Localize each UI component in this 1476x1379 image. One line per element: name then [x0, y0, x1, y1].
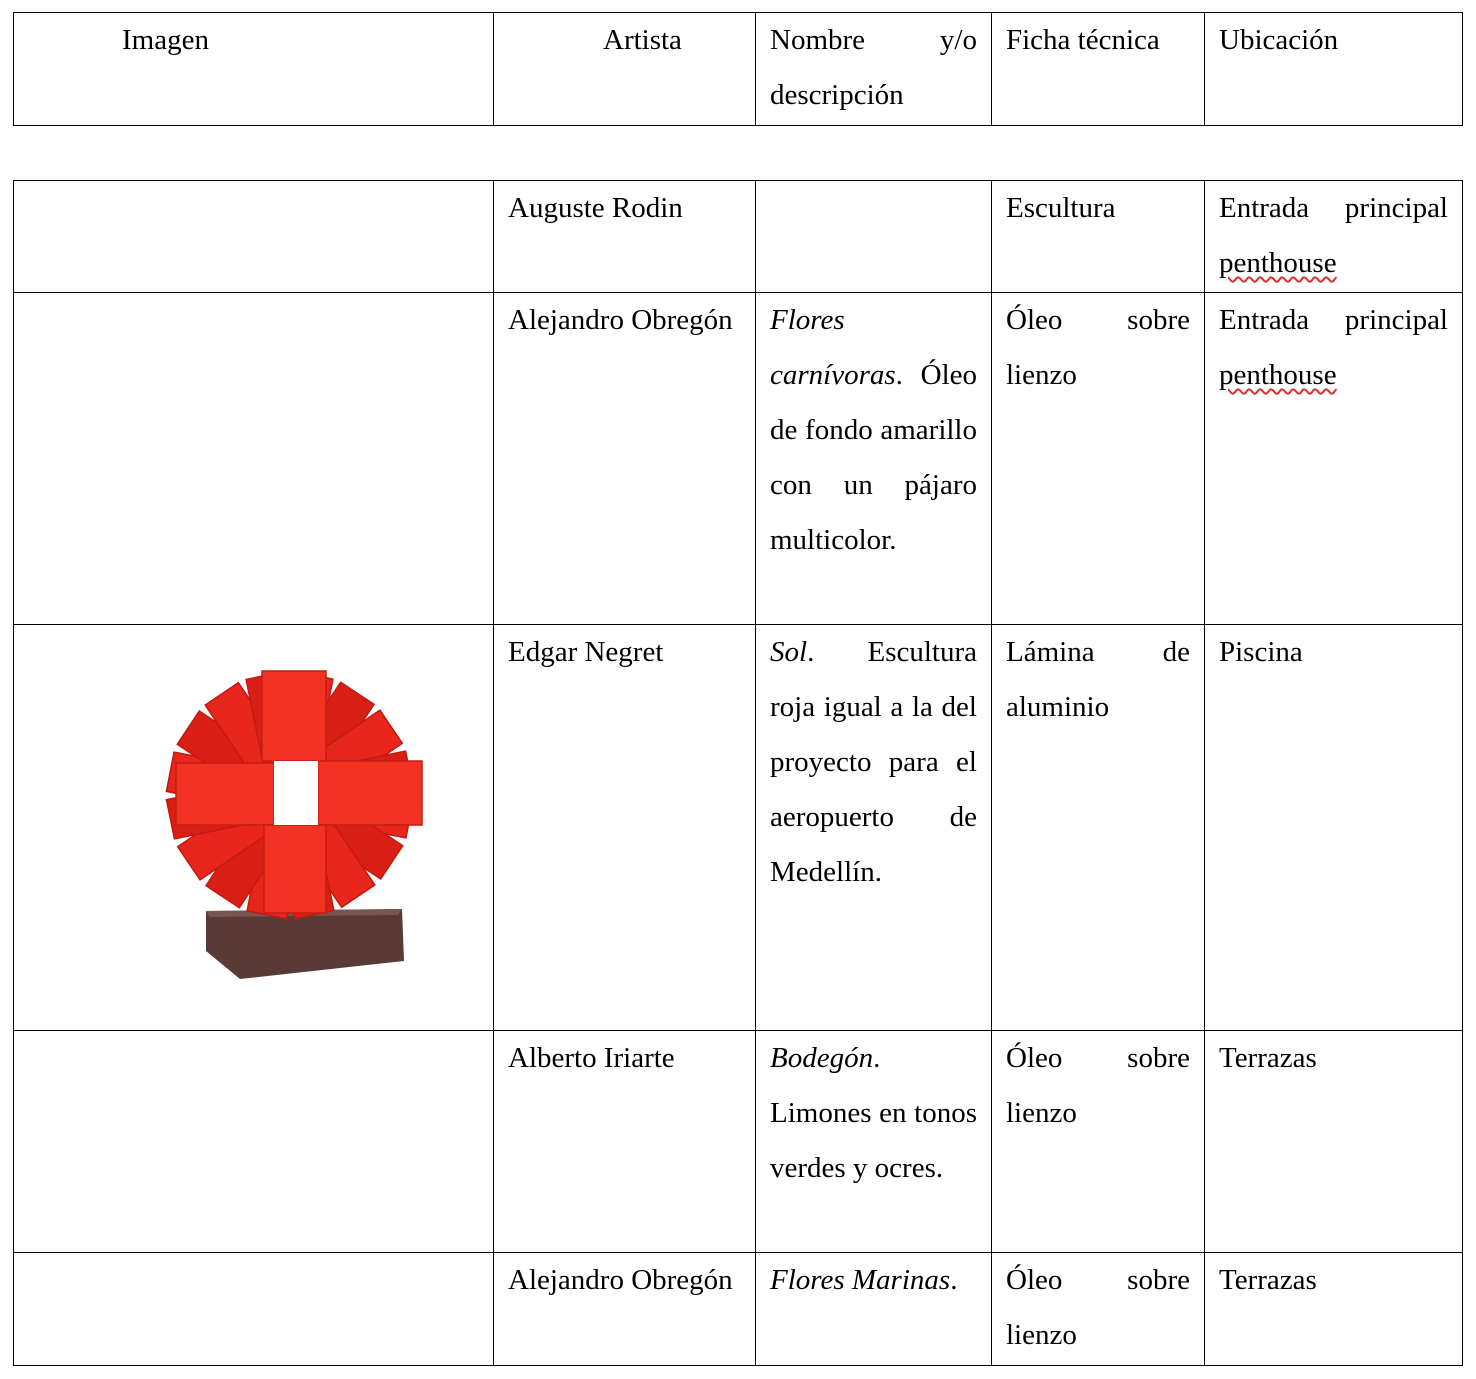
- artwork-description: . Limones en tonos verdes y ocres.: [770, 1042, 977, 1184]
- artist-cell: Auguste Rodin: [494, 181, 756, 293]
- description-cell: [756, 1253, 992, 1366]
- artworks-table: [13, 180, 1463, 1366]
- technique-cell: Óleo sobre lienzo: [992, 1031, 1205, 1253]
- artwork-title: Sol: [770, 636, 808, 668]
- description-cell: [756, 1031, 992, 1253]
- red-sun-sculpture-image: [158, 653, 448, 983]
- location-cell: [1205, 1031, 1463, 1253]
- location-cell: [1205, 1253, 1463, 1366]
- artist-cell: Alberto Iriarte: [494, 1031, 756, 1253]
- artwork-description: .: [950, 1264, 958, 1296]
- table-row: [14, 625, 1463, 1031]
- description-cell: [756, 293, 992, 625]
- artwork-title: Flores carnívoras: [770, 304, 896, 391]
- artwork-title: Bodegón: [770, 1042, 874, 1074]
- table-row: [14, 181, 1463, 293]
- image-cell: [14, 181, 494, 293]
- image-cell: [14, 625, 494, 1031]
- header-table: [13, 12, 1463, 126]
- header-ubicacion: Ubicación: [1205, 13, 1463, 126]
- location-text: Terrazas: [1219, 1042, 1317, 1074]
- header-imagen: Imagen: [14, 13, 494, 126]
- technique-cell: Óleo sobre lienzo: [992, 293, 1205, 625]
- header-artista: Artista: [494, 13, 756, 126]
- location-text: Piscina: [1219, 636, 1303, 668]
- image-cell: [14, 1253, 494, 1366]
- description-cell: [756, 625, 992, 1031]
- table-row: [14, 1253, 1463, 1366]
- header-row: [14, 13, 1463, 126]
- location-cell: [1205, 625, 1463, 1031]
- header-ficha: Ficha técnica: [992, 13, 1205, 126]
- header-nombre: Nombre y/o descripción: [756, 13, 992, 126]
- location-text: Entrada principal: [1219, 304, 1448, 336]
- location-spellcheck-word: penthouse: [1219, 359, 1337, 391]
- image-cell: [14, 1031, 494, 1253]
- location-cell: [1205, 293, 1463, 625]
- artist-cell: Alejandro Obregón: [494, 293, 756, 625]
- technique-cell: Óleo sobre lienzo: [992, 1253, 1205, 1366]
- image-cell: [14, 293, 494, 625]
- location-text: Entrada principal: [1219, 192, 1448, 224]
- description-cell: [756, 181, 992, 293]
- location-cell: [1205, 181, 1463, 293]
- artist-cell: Edgar Negret: [494, 625, 756, 1031]
- table-row: [14, 1031, 1463, 1253]
- table-row: [14, 293, 1463, 625]
- location-text: Terrazas: [1219, 1264, 1317, 1296]
- artwork-description: . Óleo de fondo amarillo con un pájaro multicolor.: [770, 359, 977, 556]
- artist-cell: Alejandro Obregón: [494, 1253, 756, 1366]
- technique-cell: Escultura: [992, 181, 1205, 293]
- sculpture-base: [206, 909, 404, 979]
- artwork-title: Flores Marinas: [770, 1264, 951, 1296]
- location-spellcheck-word: penthouse: [1219, 247, 1337, 279]
- technique-cell: Lámina de aluminio: [992, 625, 1205, 1031]
- artwork-description: . Escultura roja igual a la del proyecto para el aeropuerto de Medellín.: [770, 636, 977, 888]
